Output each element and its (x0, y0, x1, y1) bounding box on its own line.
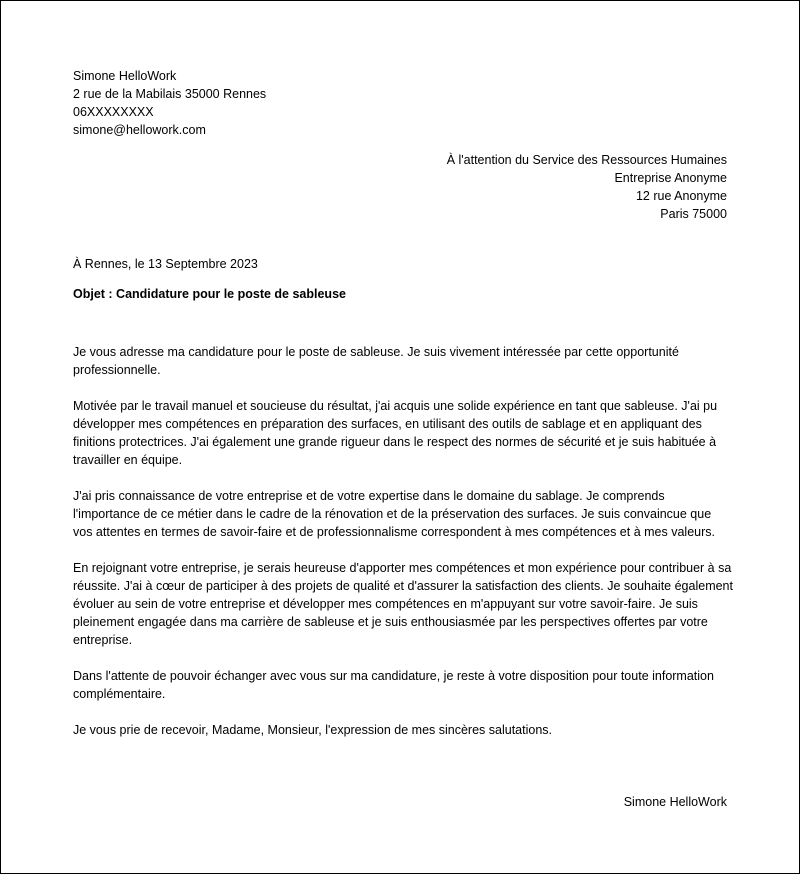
letter-subject: Objet : Candidature pour le poste de sableuse (73, 287, 346, 301)
closing-paragraph: Je vous prie de recevoir, Madame, Monsieur, l'expression de mes sincères salutations. (73, 723, 553, 737)
sender-block (73, 67, 266, 139)
recipient-company: Entreprise Anonyme (614, 171, 727, 185)
recipient-city: Paris 75000 (660, 207, 727, 221)
recipient-attention: À l'attention du Service des Ressources Humaines (446, 153, 727, 167)
letter-body (73, 343, 733, 757)
body-paragraph: J'ai pris connaissance de votre entreprise et de votre expertise dans le domaine du sablage. Je comprends l'importance de ce métier dans le cadre de la rénovation et de la préservation des surfaces. Je suis convaincue que vos attentes en termes de savoir-faire et de professionnalisme correspondent à mes compétences et à mes valeurs. (73, 489, 715, 539)
body-paragraph: En rejoignant votre entreprise, je serais heureuse d'apporter mes compétences et mon expérience pour contribuer à sa réussite. J'ai à cœur de participer à des projets de qualité et d'assurer la satisfaction des clients. Je souhaite également évoluer au sein de votre entreprise et développer mes compétences en m'appuyant sur votre savoir-faire. Je suis pleinement engagée dans ma carrière de sableuse et je suis enthousiasmée par les perspectives offertes par votre entreprise. (73, 561, 733, 647)
body-paragraph: Dans l'attente de pouvoir échanger avec vous sur ma candidature, je reste à votre disposition pour toute information complémentaire. (73, 669, 714, 701)
sender-name: Simone HelloWork (73, 69, 177, 83)
place-date: À Rennes, le 13 Septembre 2023 (73, 257, 258, 271)
recipient-street: 12 rue Anonyme (635, 189, 727, 203)
body-paragraph: Je vous adresse ma candidature pour le poste de sableuse. Je suis vivement intéressée par cette opportunité professionnelle. (73, 345, 679, 377)
sender-email: simone@hellowork.com (73, 123, 206, 137)
sender-phone: 06XXXXXXXX (73, 105, 154, 119)
signature: Simone HelloWork (623, 795, 727, 809)
body-paragraph: Motivée par le travail manuel et soucieuse du résultat, j'ai acquis une solide expérience en tant que sableuse. J'ai pu développer mes compétences en préparation des surfaces, en utilisant des outils de sablage et en appliquant des finitions protectrices. J'ai également une grande rigueur dans le respect des normes de sécurité et je suis habituée à travailler en équipe. (73, 399, 718, 467)
recipient-block (447, 151, 727, 223)
sender-address: 2 rue de la Mabilais 35000 Rennes (73, 87, 267, 101)
